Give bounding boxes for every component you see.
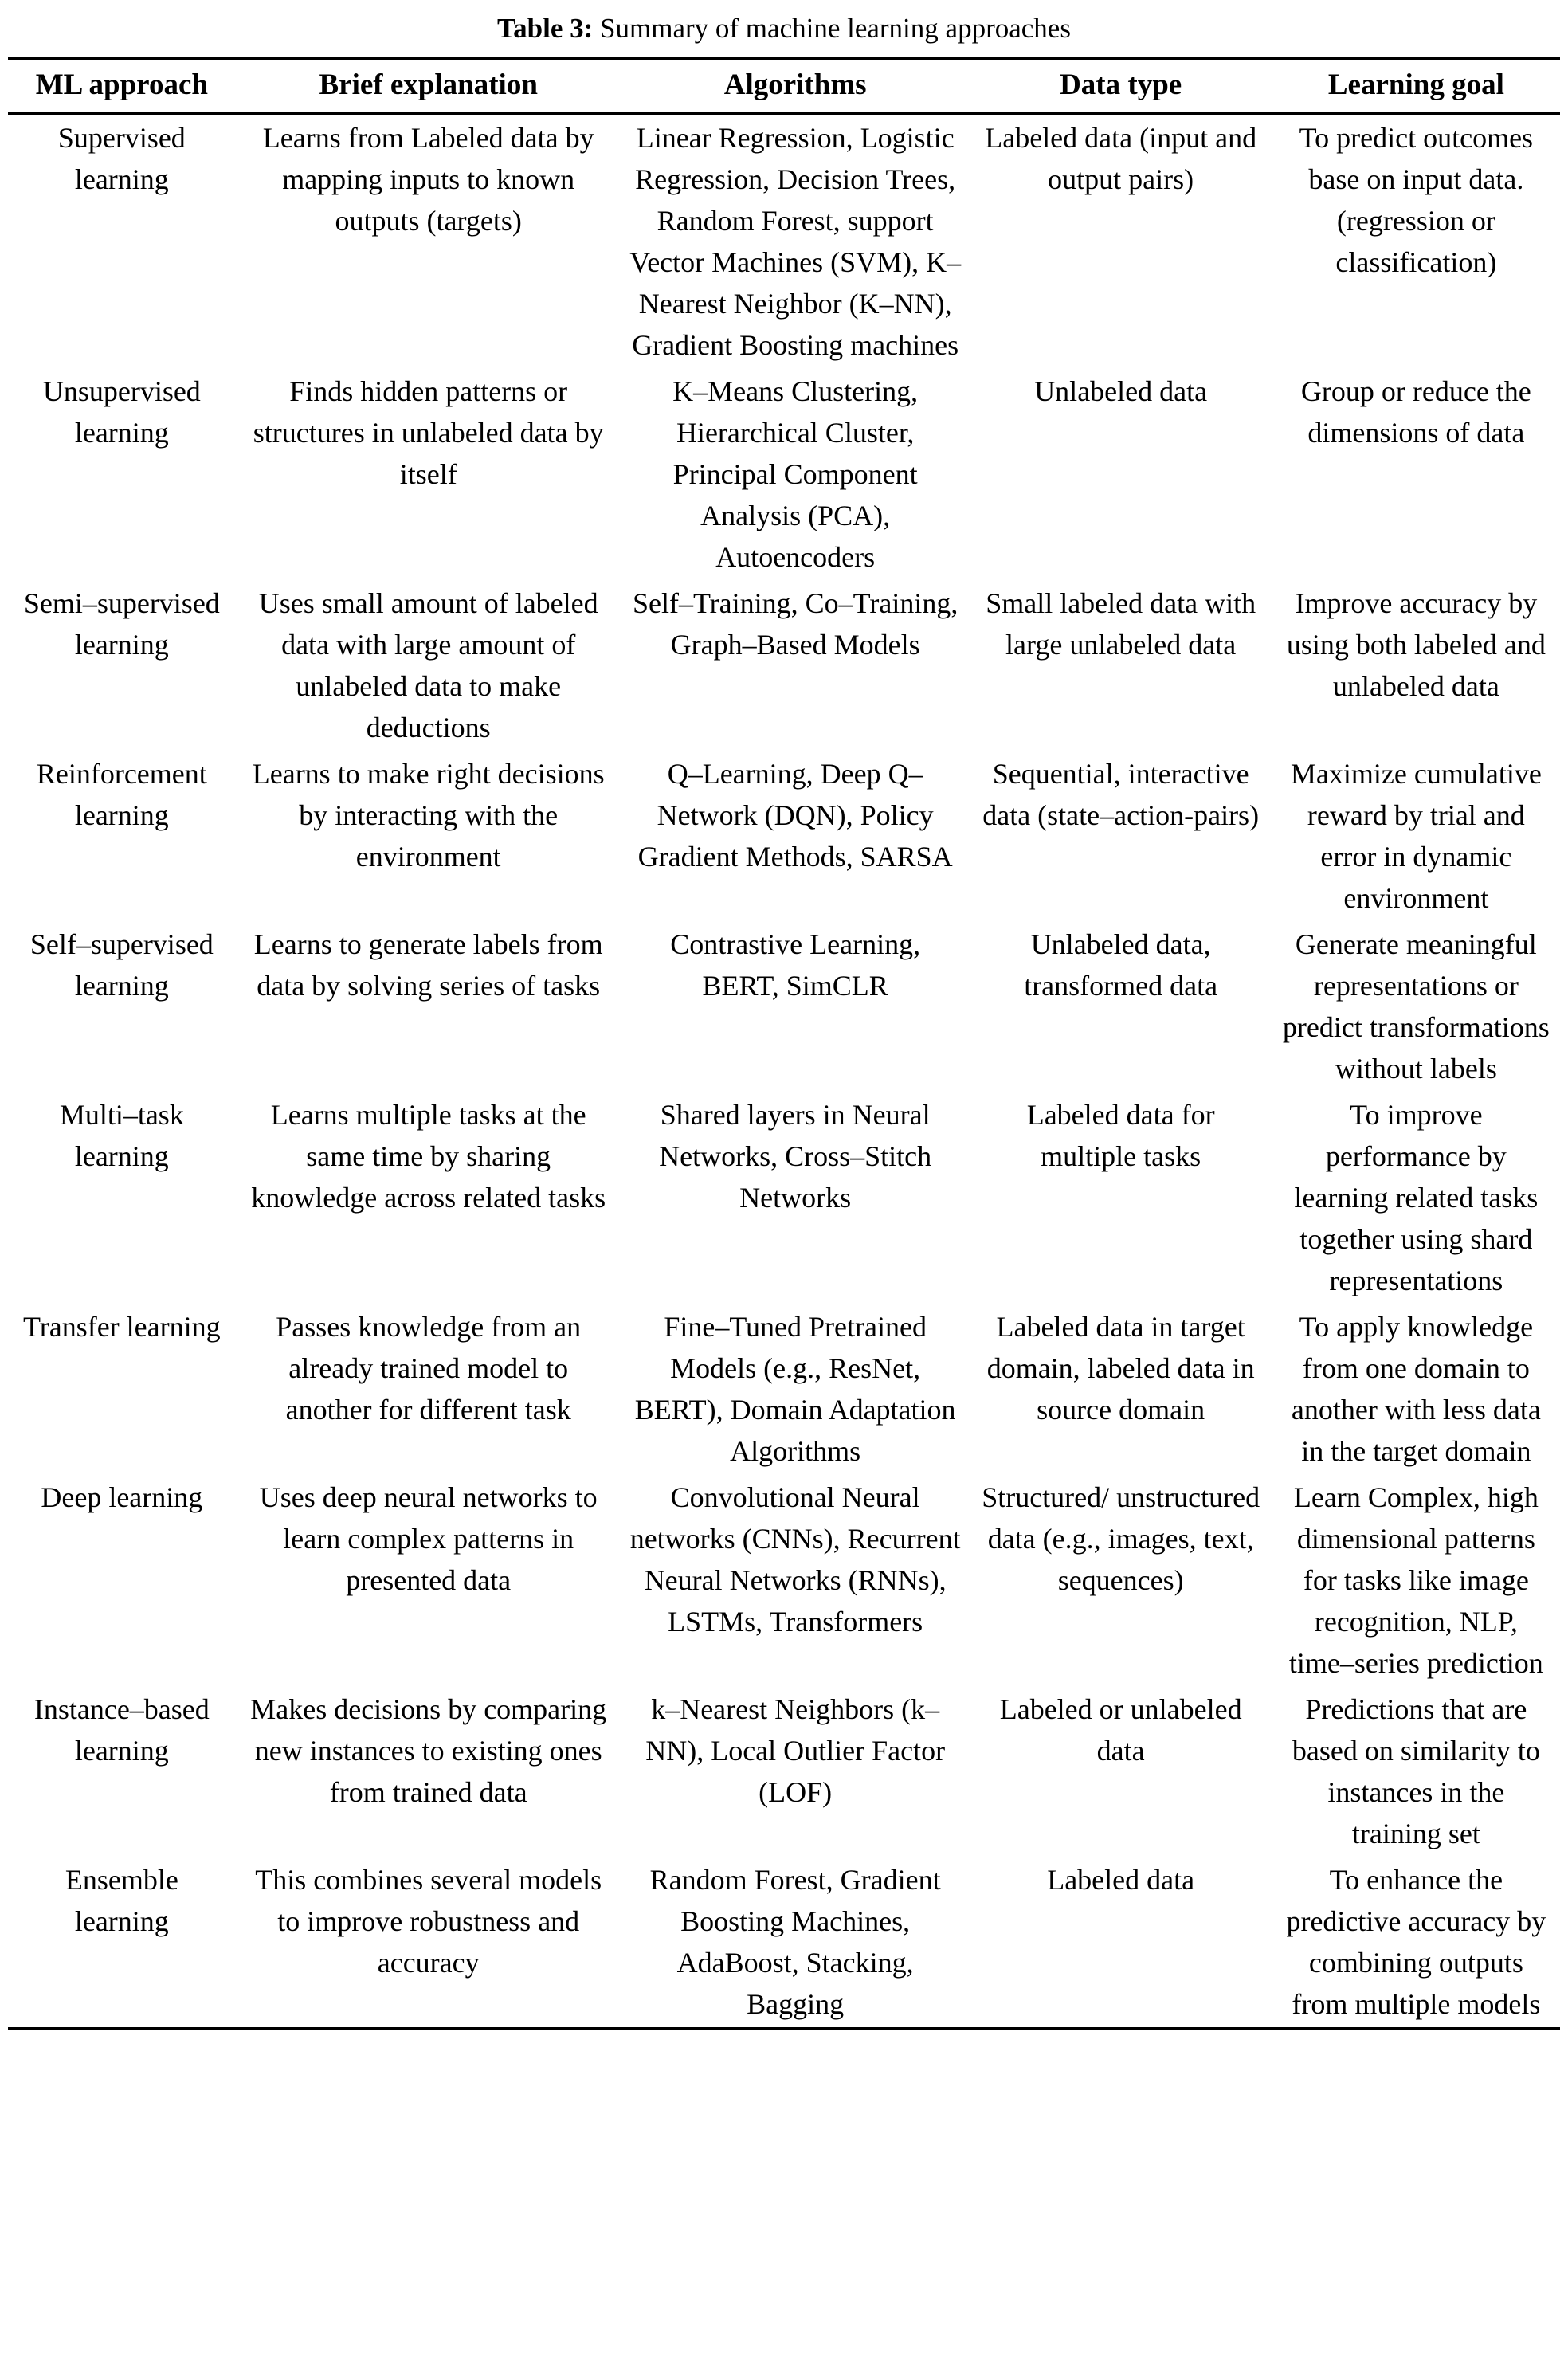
column-header-4: Learning goal [1327, 69, 1504, 101]
table-cell: To improve performance by learning related tasks together using shard representations [1294, 1099, 1539, 1296]
table-cell: Learns from Labeled data by mapping inputs to known outputs (targets) [262, 122, 594, 237]
table-caption-text: Summary of machine learning approaches [600, 13, 1071, 44]
table-cell: Sequential, interactive data (state–action-pairs) [982, 758, 1260, 831]
table-cell: Learns multiple tasks at the same time by sharing knowledge across related tasks [251, 1099, 606, 1214]
table-cell: Structured/ unstructured data (e.g., images, text, sequences) [982, 1481, 1260, 1596]
column-header-0: ML approach [35, 69, 208, 101]
table-body [8, 114, 1560, 2029]
table-cell: Multi–task learning [59, 1099, 184, 1172]
table-cell: Instance–based learning [33, 1693, 210, 1767]
column-header-2: Algorithms [723, 69, 867, 101]
column-header-3: Data type [1060, 69, 1182, 101]
table-row [8, 1857, 1560, 2029]
table-cell: Convolutional Neural networks (CNNs), Recurrent Neural Networks (RNNs), LSTMs, Transformers [629, 1481, 961, 1638]
table-cell: Labeled data [1047, 1864, 1195, 1896]
table-cell: Uses small amount of labeled data with large amount of unlabeled data to make deductions [258, 587, 598, 743]
table-row [8, 368, 1560, 580]
table-row [8, 114, 1560, 369]
table-cell: Reinforcement learning [36, 758, 207, 831]
table-cell: Labeled data in target domain, labeled data in source domain [986, 1311, 1255, 1426]
table-row [8, 580, 1560, 751]
header-row [8, 59, 1560, 114]
table-caption [8, 11, 1560, 46]
table-cell: Shared layers in Neural Networks, Cross–Stitch Networks [659, 1099, 932, 1214]
table-cell: Ensemble learning [65, 1864, 178, 1937]
column-header-1: Brief explanation [319, 69, 538, 101]
table-row [8, 1686, 1560, 1857]
table-cell: K–Means Clustering, Hierarchical Cluster, Principal Component Analysis (PCA), Autoencoders [672, 375, 919, 573]
table-cell: Fine–Tuned Pretrained Models (e.g., ResNet, BERT), Domain Adaptation Algorithms [634, 1311, 956, 1467]
table-cell: Makes decisions by comparing new instances to existing ones from trained data [250, 1693, 607, 1808]
table-cell: Maximize cumulative reward by trial and error in dynamic environment [1290, 758, 1542, 914]
table-cell: Finds hidden patterns or structures in unlabeled data by itself [253, 375, 604, 490]
table-cell: Unlabeled data, transformed data [1024, 928, 1218, 1002]
table-cell: Generate meaningful representations or predict transformations without labels [1282, 928, 1550, 1085]
table-cell: Contrastive Learning, BERT, SimCLR [670, 928, 921, 1002]
table-cell: Labeled data (input and output pairs) [985, 122, 1257, 195]
table-row [8, 751, 1560, 921]
table-cell: Labeled or unlabeled data [999, 1693, 1242, 1767]
table-cell: To predict outcomes base on input data. (regression or classification) [1299, 122, 1534, 278]
table-caption-label: Table 3: [497, 13, 594, 44]
table-cell: Supervised learning [57, 122, 186, 195]
table-cell: k–Nearest Neighbors (k–NN), Local Outlier Factor (LOF) [645, 1693, 946, 1808]
table-cell: This combines several models to improve robustness and accuracy [255, 1864, 602, 1979]
table-cell: Self–Training, Co–Training, Graph–Based Models [632, 587, 958, 661]
table-cell: Self–supervised learning [29, 928, 214, 1002]
table-cell: Unsupervised learning [42, 375, 201, 449]
table-cell: To apply knowledge from one domain to another with less data in the target domain [1291, 1311, 1541, 1467]
table-cell: Learns to generate labels from data by solving series of tasks [253, 928, 603, 1002]
ml-approaches-table [8, 57, 1560, 2030]
table-cell: Labeled data for multiple tasks [1026, 1099, 1215, 1172]
table-cell: Learn Complex, high dimensional patterns for tasks like image recognition, NLP, time–series prediction [1288, 1481, 1543, 1679]
table-row [8, 1092, 1560, 1304]
table-cell: Semi–supervised learning [23, 587, 220, 661]
table-cell: Linear Regression, Logistic Regression, Decision Trees, Random Forest, support Vector Machines (SVM), K–Nearest Neighbor (K–NN), Gradient Boosting machines [629, 122, 962, 361]
table-cell: Deep learning [41, 1481, 203, 1513]
table-header [8, 59, 1560, 114]
table-cell: Improve accuracy by using both labeled and unlabeled data [1286, 587, 1546, 702]
table-cell: Group or reduce the dimensions of data [1300, 375, 1531, 449]
table-cell: Predictions that are based on similarity to instances in the training set [1292, 1693, 1540, 1849]
table-cell: Learns to make right decisions by interacting with the environment [252, 758, 605, 873]
table-cell: Q–Learning, Deep Q–Network (DQN), Policy Gradient Methods, SARSA [637, 758, 953, 873]
table-cell: To enhance the predictive accuracy by combining outputs from multiple models [1286, 1864, 1546, 2020]
table-row [8, 1474, 1560, 1686]
table-cell: Random Forest, Gradient Boosting Machines, AdaBoost, Stacking, Bagging [649, 1864, 941, 2020]
table-cell: Small labeled data with large unlabeled data [986, 587, 1256, 661]
table-cell: Passes knowledge from an already trained model to another for different task [276, 1311, 582, 1426]
table-cell: Unlabeled data [1034, 375, 1208, 407]
table-cell: Uses deep neural networks to learn complex patterns in presented data [259, 1481, 598, 1596]
table-cell: Transfer learning [23, 1311, 221, 1343]
table-row [8, 921, 1560, 1092]
table-row [8, 1304, 1560, 1474]
